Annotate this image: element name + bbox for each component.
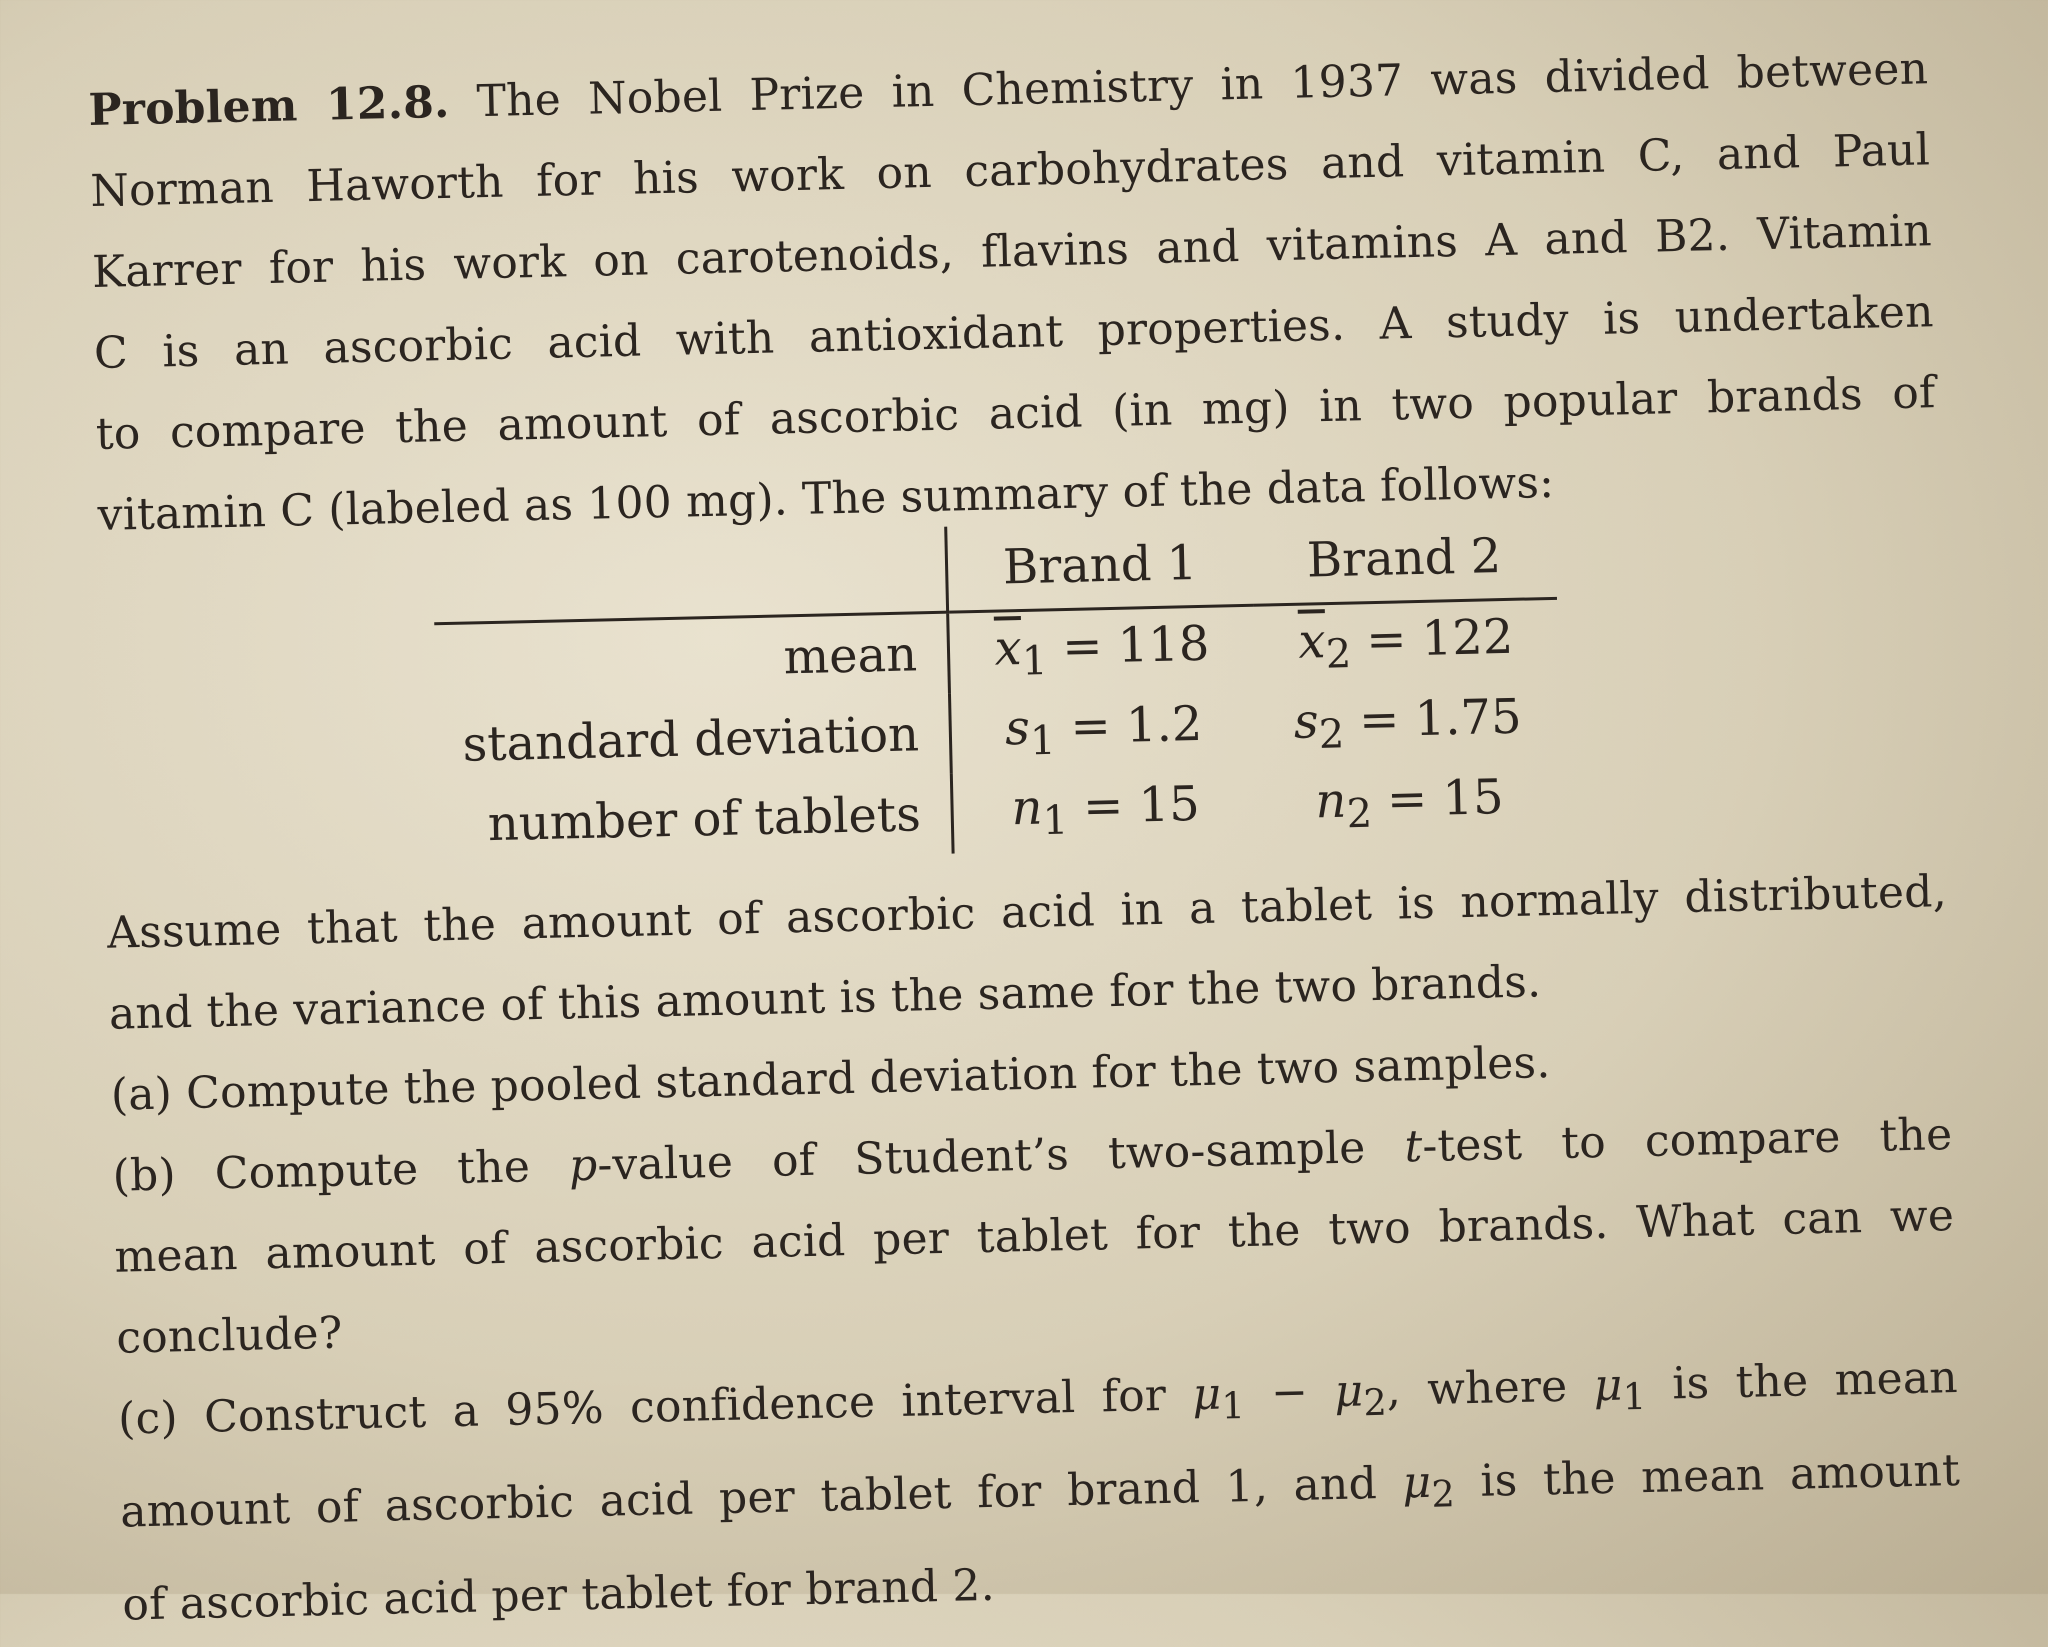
part-c-line-3: of ascorbic acid per tablet for brand 2. bbox=[121, 1559, 996, 1631]
brand-2-header: Brand 2 bbox=[1251, 513, 1557, 605]
brand-1-n: $n_1 = 15$ bbox=[1010, 775, 1201, 844]
brand-1-header: Brand 1 bbox=[946, 520, 1253, 612]
problem-heading: Problem 12.8. bbox=[87, 76, 451, 137]
part-b-line-2: mean amount of ascorbic acid per tablet for the two brands. What can we bbox=[113, 1189, 1955, 1283]
assume-line-2: and the variance of this amount is the same for the two brands. bbox=[108, 956, 1542, 1040]
problem-statement bbox=[88, 28, 1939, 556]
intro-line-6: vitamin C (labeled as 100 mg). The summary of the data follows: bbox=[97, 456, 1555, 541]
questions bbox=[106, 851, 1963, 1645]
intro-line-3: Karrer for his work on carotenoids, flavins and vitamins A and B2. Vitamin bbox=[91, 205, 1933, 298]
brand-1-sd: $s_1 = 1.2$ bbox=[1004, 695, 1203, 765]
intro-line-1: Problem 12.8. The Nobel Prize in Chemistry in 1937 was divided between bbox=[87, 43, 1929, 137]
part-b-line-3: conclude? bbox=[115, 1307, 344, 1364]
table-corner bbox=[432, 527, 947, 624]
part-c-line-2: amount of ascorbic acid per tablet for brand 1, and $\mu_2$ is the mean amount bbox=[119, 1444, 1961, 1538]
intro-line-4: C is an ascorbic acid with antioxidant properties. A study is undertaken bbox=[93, 286, 1935, 379]
brand-1-mean: $\overline{x}_1 = 118$ bbox=[993, 615, 1210, 685]
intro-line-5: to compare the amount of ascorbic acid (in mg) in two popular brands of bbox=[95, 367, 1936, 460]
intro-line-2: Norman Haworth for his work on carbohydrates and vitamin C, and Paul bbox=[89, 124, 1931, 217]
part-c-line-1: (c) Construct a 95% confidence interval for $\mu_1 - \mu_2$, where $\mu_1$ is the mean bbox=[117, 1351, 1959, 1445]
part-b-line-1: (b) Compute the p-value of Student’s two-sample t-test to compare the bbox=[112, 1109, 1953, 1202]
part-a: (a) Compute the pooled standard deviation for the two samples. bbox=[110, 1037, 1551, 1121]
brand-2-sd: $s_2 = 1.75$ bbox=[1293, 688, 1523, 758]
row-label-mean: mean bbox=[434, 612, 949, 705]
brand-2-n: $n_2 = 15$ bbox=[1314, 768, 1505, 837]
row-label-n: number of tablets bbox=[438, 774, 953, 866]
assume-line-1: Assume that the amount of ascorbic acid in a tablet is normally distributed, bbox=[106, 866, 1948, 959]
summary-table bbox=[432, 513, 1562, 865]
brand-2-mean: $\overline{x}_2 = 122$ bbox=[1297, 608, 1514, 678]
row-label-sd: standard deviation bbox=[436, 694, 951, 786]
